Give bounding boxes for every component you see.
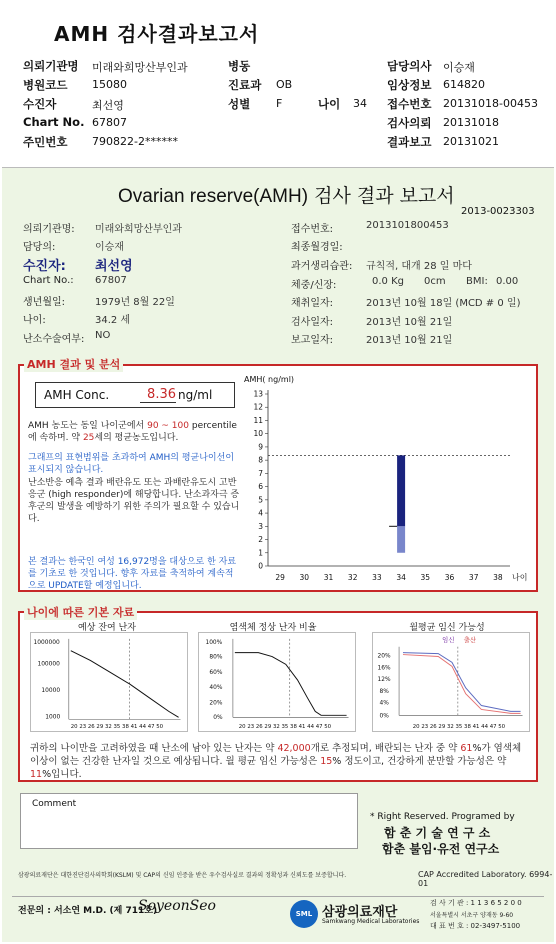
header-label: 병원코드	[23, 78, 68, 92]
foundation-name: 삼광의료재단	[322, 905, 398, 920]
chart-x-tick: 36	[444, 573, 455, 582]
header-value: 20131018-00453	[443, 97, 538, 110]
header-value: 최선영	[92, 99, 124, 112]
svg-text:40%: 40%	[209, 684, 223, 691]
chart-y-tick: 1	[258, 548, 263, 558]
institute-2: 함춘 불임·유전 연구소	[382, 842, 500, 856]
chart-x-tick: 33	[372, 573, 382, 582]
svg-text:20%: 20%	[377, 653, 391, 660]
chart-y-tick: 2	[258, 535, 263, 545]
report-label: 보고일자:	[291, 335, 334, 346]
header-value: 34	[353, 97, 367, 110]
header-value: 20131021	[443, 135, 499, 148]
doctor-value: 이승재	[95, 242, 124, 253]
menses-label: 과거생리습관:	[291, 261, 353, 272]
comment-label: Comment	[32, 799, 77, 809]
cert-text: 삼광의료재단은 대한진단검사의학회(KSLM) 및 CAP의 신임 인증을 받은 우수검사실로 결과의 정확성과 신뢰도를 보증합니다.	[18, 872, 347, 879]
svg-text:80%: 80%	[209, 654, 223, 661]
chart-x-tick: 38	[493, 573, 503, 582]
height-value: 0cm	[424, 276, 446, 287]
svg-text:0%: 0%	[213, 715, 223, 722]
header-label: 결과보고	[387, 135, 432, 149]
report-value: 2013년 10월 21일	[366, 335, 453, 346]
chart-bar-upper	[397, 455, 405, 526]
chart-y-tick: 13	[253, 389, 263, 399]
chart-y-tick: 6	[258, 482, 263, 492]
amh-chart	[240, 370, 532, 592]
legend-pregnancy: 임신	[442, 635, 455, 644]
birth-label: 생년월일:	[23, 297, 66, 308]
header-label: 주민번호	[23, 135, 68, 149]
chart-x-axis-label: 나이	[512, 573, 528, 582]
header-label: 수진자	[23, 97, 57, 111]
chart-y-tick: 12	[253, 402, 263, 412]
header-label: 접수번호	[387, 97, 432, 111]
report-title: Ovarian reserve(AMH) 검사 결과 보고서	[118, 185, 455, 207]
header-value: OB	[276, 78, 293, 91]
signature: SoyeonSeo	[138, 898, 216, 914]
svg-text:12%: 12%	[377, 677, 391, 684]
contact-1: 검 사 기 관 : 1 1 3 6 5 2 0 0	[430, 899, 522, 907]
cap-text: CAP Accredited Laboratory. 6994-01	[418, 870, 553, 888]
chart-y-tick: 3	[258, 521, 263, 531]
birth-value: 1979년 8월 22일	[95, 297, 175, 308]
mini1-ytick: 1000000	[33, 639, 60, 646]
page-title: AMH 검사결과보고서	[54, 22, 260, 46]
chart-y-tick: 5	[258, 495, 263, 505]
body-label: 체중/신장:	[291, 280, 337, 291]
chart-value: 67807	[95, 275, 127, 286]
surgery-label: 난소수술여부:	[23, 334, 85, 345]
institute-1: 함 춘 기 술 연 구 소	[384, 826, 491, 840]
specialist: 전문의 : 서소연 M.D. (제 711호)	[18, 906, 158, 916]
bmi-label: BMI:	[466, 276, 488, 287]
chart-x-tick: 35	[420, 573, 431, 582]
amh-response-note: 난소반응 예측 결과 배란유도 또는 과배란유도시 고반응군 (high responder)에 해당합니다. 난소과자극 증후군의 발생을 예방하기 위한 주의가 필요할 수 있습니다.	[28, 478, 240, 524]
header-label: 임상정보	[387, 78, 432, 92]
age-section-title: 나이에 따른 기본 자료	[24, 604, 137, 620]
test-value: 2013년 10월 21일	[366, 317, 453, 328]
header-value: 614820	[443, 78, 485, 91]
svg-text:100%: 100%	[205, 639, 223, 646]
mini1-ytick: 1000	[45, 714, 61, 721]
age-value: 34.2 세	[95, 315, 131, 326]
bmi-value: 0.00	[496, 276, 519, 287]
svg-text:0%: 0%	[379, 713, 389, 720]
chart-y-tick: 10	[253, 429, 263, 439]
hosp-value: 미래와희망산부인과	[95, 224, 182, 235]
header-label: 의뢰기관명	[23, 59, 79, 73]
chart-y-tick: 11	[253, 415, 263, 425]
contact-2: 서울특별시 서초구 양재동 9-60	[430, 912, 514, 919]
header-label: 검사의뢰	[387, 116, 432, 130]
lmp-label: 최종월경일:	[291, 242, 343, 253]
report-code: 2013-0023303	[461, 206, 535, 217]
header-value: 이승재	[443, 61, 475, 74]
header-value: 15080	[92, 78, 127, 91]
collect-value: 2013년 10월 18일 (MCD # 0 일)	[366, 298, 521, 309]
amh-data-note: 본 결과는 한국인 여성 16,972명을 대상으로 한 자료를 기초로 한 것입니다. 향후 자료를 축적하여 계속적으로 UPDATE할 예정입니다.	[28, 557, 237, 591]
weight-value: 0.0 Kg	[372, 276, 404, 287]
mini3-title: 월평균 임신 가능성	[409, 623, 485, 633]
svg-text:8%: 8%	[379, 688, 389, 695]
chart-y-tick: 4	[258, 508, 263, 518]
svg-text:4%: 4%	[379, 700, 389, 707]
chart-x-tick: 34	[396, 573, 406, 582]
svg-text:60%: 60%	[209, 670, 223, 677]
chart-y-axis-label: AMH( ng/ml)	[244, 375, 295, 384]
collect-label: 채취일자:	[291, 298, 334, 309]
header-value: 20131018	[443, 116, 499, 129]
menses-value: 규칙적, 대개 28 일 마다	[366, 261, 472, 272]
chart-y-tick: 9	[258, 442, 263, 452]
mini-chart-normal-eggs	[198, 632, 356, 732]
chart-x-tick: 31	[323, 573, 334, 582]
header-value: 67807	[92, 116, 127, 129]
header-value: 790822-2******	[92, 135, 178, 148]
amh-conc-label: AMH Conc.	[44, 388, 110, 402]
patient-label: 수진자:	[23, 259, 66, 274]
test-label: 검사일자:	[291, 317, 334, 328]
svg-text:20 23 26 29 32 35 38 41 44 47: 20 23 26 29 32 35 38 41 44 47 50	[238, 724, 332, 731]
chart-y-tick: 0	[258, 561, 263, 571]
foundation-logo-icon: SML	[290, 900, 318, 928]
summary-text: 귀하의 나이만을 고려하였을 때 난소에 남아 있는 난자는 약 42,000개로 추정되며, 배란되는 난자 중 약 61%가 염색체이상이 없는 건강한 난자일 것으로 예상됩니다. 월 평균 임신 가능성은 15% 정도이고, 건강하게 분만할 가능성은 약 11%입니다.	[30, 743, 522, 780]
chart-label: Chart No.:	[23, 275, 74, 286]
header-value: 미래와희망산부인과	[92, 61, 188, 74]
mini1-xticks: 20 23 26 29 32 35 38 41 44 47 50	[70, 724, 164, 731]
header-label: 진료과	[228, 78, 262, 92]
chart-bar-lower	[397, 526, 405, 552]
legend-birth: 출산	[463, 635, 477, 644]
header-label: 담당의사	[387, 59, 432, 73]
doctor-label: 담당의:	[23, 242, 56, 253]
header-label: 병동	[228, 59, 251, 73]
hosp-label: 의뢰기관명:	[23, 224, 75, 235]
chart-y-tick: 8	[258, 455, 263, 465]
mini1-title: 예상 잔여 난자	[78, 623, 136, 633]
age-label: 나이:	[23, 315, 46, 326]
mini-chart-eggs	[30, 632, 188, 732]
svg-text:20 23 26 29 32 35 38 41 44 47: 20 23 26 29 32 35 38 41 44 47 50	[412, 724, 506, 731]
mini2-title: 염색체 정상 난자 비율	[229, 623, 317, 633]
chart-y-tick: 7	[258, 468, 263, 478]
svg-text:16%: 16%	[377, 665, 391, 672]
recv-value: 2013101800453	[366, 220, 449, 231]
chart-x-tick: 37	[468, 573, 479, 582]
amh-graph-note: 그래프의 표현범위를 초과하여 AMH의 평균나이선이 표시되지 않습니다.	[28, 453, 235, 475]
header-value: F	[276, 97, 283, 110]
amh-conc-unit: ng/ml	[178, 388, 213, 402]
surgery-value: NO	[95, 330, 111, 341]
header-label: 나이	[318, 97, 341, 111]
amh-conc-value: 8.36	[140, 387, 176, 403]
recv-label: 접수번호:	[291, 224, 334, 235]
rights-text: * Right Reserved. Programed by	[370, 812, 515, 822]
chart-x-tick: 30	[299, 573, 310, 582]
mini1-ytick: 100000	[37, 661, 60, 668]
mini-chart-pregnancy	[372, 632, 530, 732]
patient-value: 최선영	[95, 259, 133, 274]
header-label: Chart No.	[23, 115, 85, 129]
header-label: 성별	[228, 97, 251, 111]
foundation-name-en: Samkwang Medical Laboratories	[322, 918, 420, 925]
contact-3: 대 표 번 호 : 02-3497-5100	[430, 922, 521, 930]
mini1-ytick: 10000	[41, 687, 61, 694]
chart-x-tick: 32	[347, 573, 358, 582]
amh-description: AMH 농도는 동일 나이군에서 90 ~ 100 percentile에 속하며. 약 25세의 평균농도입니다.	[28, 421, 237, 443]
chart-x-tick: 29	[275, 573, 285, 582]
amh-section-title: AMH 결과 및 분석	[24, 356, 123, 372]
svg-text:20%: 20%	[209, 700, 223, 707]
